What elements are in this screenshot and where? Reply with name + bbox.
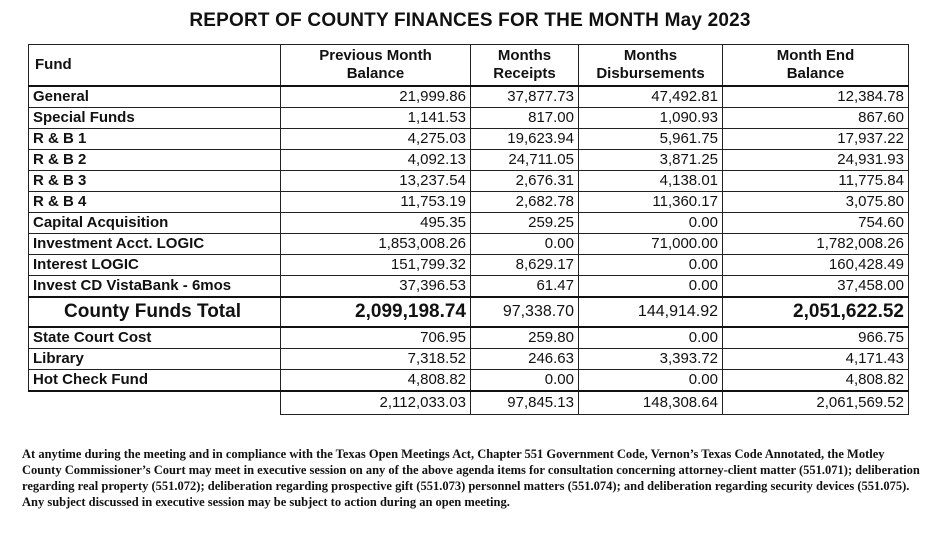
header-previous-line1: Previous Month bbox=[319, 47, 432, 64]
previous-balance: 7,318.52 bbox=[281, 349, 471, 370]
previous-balance: 495.35 bbox=[281, 213, 471, 234]
header-disbursements bbox=[579, 45, 723, 87]
fund-name: Library bbox=[29, 349, 281, 370]
previous-balance: 706.95 bbox=[281, 327, 471, 349]
receipts: 8,629.17 bbox=[471, 255, 579, 276]
receipts: 246.63 bbox=[471, 349, 579, 370]
disbursements: 0.00 bbox=[579, 276, 723, 298]
previous-balance: 4,808.82 bbox=[281, 370, 471, 392]
receipts: 61.47 bbox=[471, 276, 579, 298]
previous-balance: 151,799.32 bbox=[281, 255, 471, 276]
disbursements: 3,871.25 bbox=[579, 150, 723, 171]
end-balance: 24,931.93 bbox=[723, 150, 909, 171]
fund-name: R & B 4 bbox=[29, 192, 281, 213]
table-row bbox=[29, 276, 909, 298]
header-previous-line2: Balance bbox=[346, 65, 405, 82]
receipts: 24,711.05 bbox=[471, 150, 579, 171]
header-end-balance bbox=[723, 45, 909, 87]
table-row bbox=[29, 171, 909, 192]
table-row bbox=[29, 327, 909, 349]
county-total-receipts: 97,338.70 bbox=[471, 297, 579, 327]
receipts: 259.25 bbox=[471, 213, 579, 234]
grand-total-disbursements: 148,308.64 bbox=[579, 391, 723, 415]
header-end-line1: Month End bbox=[776, 47, 855, 64]
end-balance: 3,075.80 bbox=[723, 192, 909, 213]
fund-name: Investment Acct. LOGIC bbox=[29, 234, 281, 255]
receipts: 259.80 bbox=[471, 327, 579, 349]
receipts: 2,682.78 bbox=[471, 192, 579, 213]
end-balance: 867.60 bbox=[723, 108, 909, 129]
table-row bbox=[29, 192, 909, 213]
previous-balance: 1,141.53 bbox=[281, 108, 471, 129]
disbursements: 0.00 bbox=[579, 370, 723, 392]
previous-balance: 13,237.54 bbox=[281, 171, 471, 192]
end-balance: 12,384.78 bbox=[723, 86, 909, 108]
table-row bbox=[29, 255, 909, 276]
disbursements: 11,360.17 bbox=[579, 192, 723, 213]
receipts: 0.00 bbox=[471, 370, 579, 392]
disbursements: 5,961.75 bbox=[579, 129, 723, 150]
end-balance: 160,428.49 bbox=[723, 255, 909, 276]
end-balance: 37,458.00 bbox=[723, 276, 909, 298]
report-title: REPORT OF COUNTY FINANCES FOR THE MONTH May 2023 bbox=[189, 10, 751, 31]
disbursements: 71,000.00 bbox=[579, 234, 723, 255]
receipts: 817.00 bbox=[471, 108, 579, 129]
grand-total-end: 2,061,569.52 bbox=[723, 391, 909, 415]
grand-total-blank-cell bbox=[29, 391, 281, 415]
finance-table bbox=[28, 44, 909, 415]
end-balance: 17,937.22 bbox=[723, 129, 909, 150]
receipts: 37,877.73 bbox=[471, 86, 579, 108]
end-balance: 4,808.82 bbox=[723, 370, 909, 392]
disbursements: 47,492.81 bbox=[579, 86, 723, 108]
previous-balance: 4,275.03 bbox=[281, 129, 471, 150]
disbursements: 3,393.72 bbox=[579, 349, 723, 370]
fund-name: Hot Check Fund bbox=[29, 370, 281, 392]
end-balance: 754.60 bbox=[723, 213, 909, 234]
table-row bbox=[29, 129, 909, 150]
disbursements: 0.00 bbox=[579, 255, 723, 276]
header-receipts bbox=[471, 45, 579, 87]
fund-name: Capital Acquisition bbox=[29, 213, 281, 234]
fund-name: General bbox=[29, 86, 281, 108]
header-previous-balance bbox=[281, 45, 471, 87]
table-row bbox=[29, 213, 909, 234]
grand-total-previous: 2,112,033.03 bbox=[281, 391, 471, 415]
header-disbursements-line2: Disbursements bbox=[596, 65, 705, 82]
county-total-previous: 2,099,198.74 bbox=[281, 297, 471, 327]
fund-name: R & B 2 bbox=[29, 150, 281, 171]
receipts: 0.00 bbox=[471, 234, 579, 255]
fund-name: R & B 1 bbox=[29, 129, 281, 150]
grand-total-row bbox=[29, 391, 909, 415]
previous-balance: 21,999.86 bbox=[281, 86, 471, 108]
table-row bbox=[29, 150, 909, 171]
fund-name: Interest LOGIC bbox=[29, 255, 281, 276]
header-receipts-line2: Receipts bbox=[493, 65, 556, 82]
fund-name: R & B 3 bbox=[29, 171, 281, 192]
end-balance: 11,775.84 bbox=[723, 171, 909, 192]
header-fund: Fund bbox=[29, 45, 281, 87]
header-end-line2: Balance bbox=[786, 65, 845, 82]
previous-balance: 37,396.53 bbox=[281, 276, 471, 298]
county-total-label: County Funds Total bbox=[29, 297, 281, 327]
table-row bbox=[29, 86, 909, 108]
end-balance: 4,171.43 bbox=[723, 349, 909, 370]
previous-balance: 1,853,008.26 bbox=[281, 234, 471, 255]
previous-balance: 11,753.19 bbox=[281, 192, 471, 213]
receipts: 19,623.94 bbox=[471, 129, 579, 150]
county-total-row bbox=[29, 297, 909, 327]
table-row bbox=[29, 108, 909, 129]
disbursements: 0.00 bbox=[579, 213, 723, 234]
previous-balance: 4,092.13 bbox=[281, 150, 471, 171]
header-row bbox=[29, 45, 909, 87]
table-row bbox=[29, 234, 909, 255]
header-receipts-line1: Months bbox=[497, 47, 552, 64]
county-total-end: 2,051,622.52 bbox=[723, 297, 909, 327]
fund-name: Special Funds bbox=[29, 108, 281, 129]
fund-name: State Court Cost bbox=[29, 327, 281, 349]
header-disbursements-line1: Months bbox=[623, 47, 678, 64]
table-row bbox=[29, 349, 909, 370]
executive-session-notice: At anytime during the meeting and in compliance with the Texas Open Meetings Act, Chapter 551 Government Code, Vernon’s Texas Code Annotated, the Motley County Commissioner’s Court may meet in executive session on any of the above agenda items for consultation concerning attorney-client matter (551.071); deliberation regarding real property (551.072); deliberation regarding prospective gift (551.073) personnel matters (551.074); and deliberation regarding security devices (551.075). Any subject discussed in executive session may be subject to action during an open meeting. bbox=[22, 447, 920, 509]
county-total-disbursements: 144,914.92 bbox=[579, 297, 723, 327]
grand-total-receipts: 97,845.13 bbox=[471, 391, 579, 415]
disbursements: 0.00 bbox=[579, 327, 723, 349]
end-balance: 1,782,008.26 bbox=[723, 234, 909, 255]
end-balance: 966.75 bbox=[723, 327, 909, 349]
disbursements: 4,138.01 bbox=[579, 171, 723, 192]
table-row bbox=[29, 370, 909, 392]
receipts: 2,676.31 bbox=[471, 171, 579, 192]
fund-name: Invest CD VistaBank - 6mos bbox=[29, 276, 281, 298]
disbursements: 1,090.93 bbox=[579, 108, 723, 129]
